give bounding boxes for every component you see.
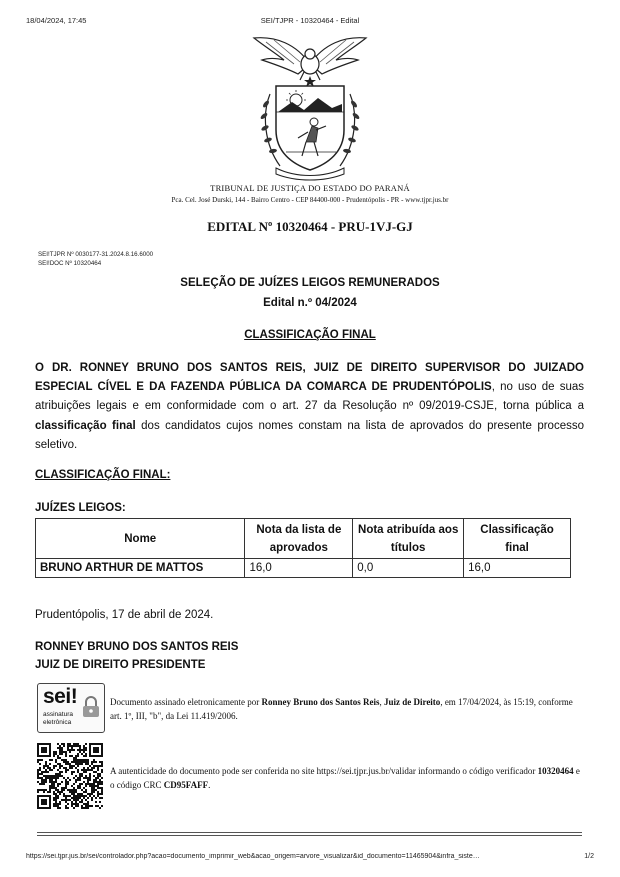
- signature-role: Juiz de Direito: [383, 697, 441, 707]
- signature-signer: Ronney Bruno dos Santos Reis: [261, 697, 380, 707]
- selection-title: SELEÇÃO DE JUÍZES LEIGOS REMUNERADOS: [180, 277, 440, 289]
- sei-process-number: SEI!TJPR Nº 0030177-31.2024.8.16.6000: [38, 251, 154, 258]
- header-titles-score: Nota atribuída aos títulos: [353, 519, 464, 559]
- verification-code: 10320464: [537, 766, 574, 776]
- qr-code-icon: [37, 743, 103, 809]
- sei-logo-text: sei!: [43, 685, 78, 708]
- parana-coat-of-arms-icon: [246, 34, 374, 182]
- signature-text: [110, 695, 580, 723]
- results-table: [35, 518, 571, 578]
- crc-code: CD95FAFF: [163, 780, 209, 790]
- sei-signature-logo: [37, 683, 105, 733]
- body-paragraph: [35, 359, 584, 455]
- signature-text-1: Documento assinado eletronicamente por: [110, 697, 262, 707]
- institution-name: TRIBUNAL DE JUSTIÇA DO ESTADO DO PARANÁ: [210, 183, 410, 193]
- authentication-text-2: e o código CRC: [110, 766, 580, 790]
- edital-title: EDITAL Nº 10320464 - PRU-1VJ-GJ: [207, 219, 413, 234]
- document-url-link[interactable]: https://sei.tjpr.jus.br/sei/controlador.php?acao=documento_imprimir_web&acao_origem=arvore_visualizar&id_documento=11465904&infra_siste…: [26, 853, 480, 860]
- selection-subtitle: Edital n.º 04/2024: [263, 297, 357, 309]
- body-intro-bold: O DR. RONNEY BRUNO DOS SANTOS REIS, JUIZ DE DIREITO SUPERVISOR DO JUIZADO ESPECIAL CÍVEL E DA FAZENDA PÚBLICA DA COMARCA DE PRUDENTÓPOLIS: [35, 362, 584, 394]
- authentication-text-1: A autenticidade do documento pode ser conferida no site https://sei.tjpr.jus.br/validar informando o código verificador: [110, 766, 538, 776]
- signature-text-3: , em 17/04/2024, às 15:19, conforme art. 1º, III, "b", da Lei 11.419/2006.: [110, 697, 573, 721]
- page-number: 1/2: [584, 853, 594, 860]
- signature-text-2: ,: [379, 697, 384, 707]
- authentication-text-3: .: [208, 780, 211, 790]
- cell-name: BRUNO ARTHUR DE MATTOS: [36, 559, 245, 578]
- signatory-name: RONNEY BRUNO DOS SANTOS REIS: [35, 641, 239, 653]
- sei-metadata: [38, 251, 153, 268]
- header-name: Nome: [36, 519, 245, 559]
- body-bold-2: classificação final: [35, 419, 136, 432]
- cell-list-score: 16,0: [245, 559, 353, 578]
- cell-final-classification: 16,0: [464, 559, 571, 578]
- cell-titles-score: 0,0: [353, 559, 464, 578]
- place-date: Prudentópolis, 17 de abril de 2024.: [35, 609, 214, 621]
- sei-logo-caption: [43, 711, 73, 726]
- signatory-role: JUIZ DE DIREITO PRESIDENTE: [35, 659, 206, 671]
- header-list-score: Nota da lista de aprovados: [245, 519, 353, 559]
- print-title: SEI/TJPR - 10320464 - Edital: [260, 16, 360, 25]
- footer-divider-bottom: [37, 835, 582, 836]
- sei-logo-caption-line1: assinatura: [43, 711, 73, 718]
- body-text-2: dos candidatos cujos nomes constam na lista de aprovados do presente processo seletivo.: [35, 419, 584, 451]
- group-heading: JUÍZES LEIGOS:: [35, 502, 126, 514]
- print-header: [26, 16, 594, 28]
- sei-logo-caption-line2: eletrônica: [43, 718, 72, 726]
- print-footer: [26, 853, 594, 865]
- header-final-classification: Classificação final: [464, 519, 571, 559]
- table-row: [36, 559, 571, 578]
- footer-divider-top: [37, 832, 582, 833]
- authentication-text: [110, 764, 580, 792]
- institution-address: Pca. Cel. José Durski, 144 - Bairro Centro - CEP 84400-000 - Prudentópolis - PR - www.tjpr.jus.br: [171, 196, 449, 204]
- print-datetime: 18/04/2024, 17:45: [26, 16, 87, 25]
- classification-title: CLASSIFICAÇÃO FINAL: [244, 329, 376, 341]
- section-heading: CLASSIFICAÇÃO FINAL:: [35, 469, 171, 481]
- sei-lock-icon: [82, 696, 100, 718]
- sei-doc-number: SEI!DOC Nº 10320464: [38, 259, 102, 267]
- body-text-1: , no uso de suas atribuições legais e em conformidade com o art. 27 da Resolução nº 09/2019-CSJE, torna pública a: [35, 381, 584, 413]
- table-header-row: [36, 519, 571, 559]
